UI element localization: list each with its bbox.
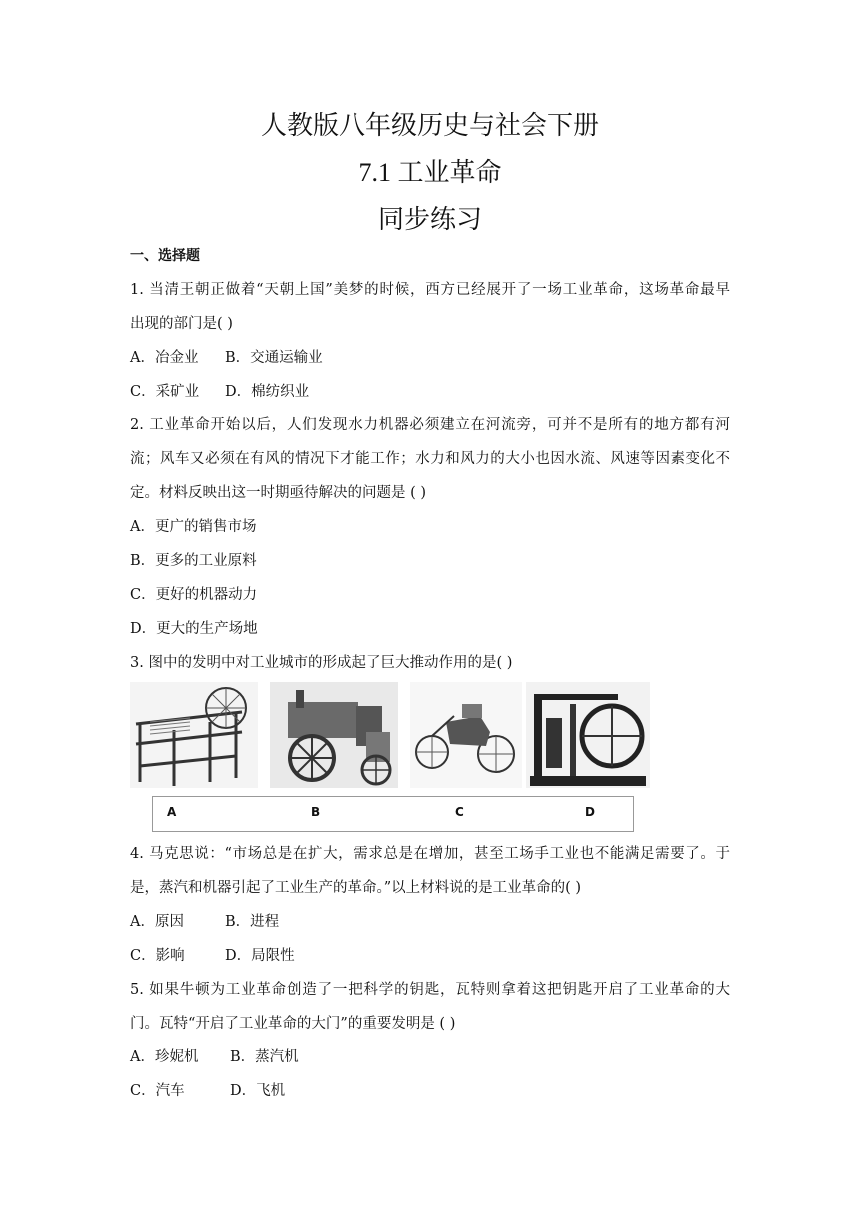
question-1-option-b: B．交通运输业 xyxy=(225,350,323,366)
question-5-option-d: D．飞机 xyxy=(230,1083,286,1099)
question-3-line-1: 3. 图中的发明中对工业城市的形成起了巨大推动作用的是( ) xyxy=(130,655,513,671)
figure-label-a: A xyxy=(167,805,177,819)
question-4-option-d: D．局限性 xyxy=(225,948,295,964)
question-1-line-2: 出现的部门是( ) xyxy=(130,316,233,332)
question-2-line-1: 2. 工业革命开始以后，人们发现水力机器必须建立在河流旁，可并不是所有的地方都有河 xyxy=(130,417,730,433)
question-2-option-d: D．更大的生产场地 xyxy=(130,621,258,637)
steam-engine-image xyxy=(526,682,650,788)
question-3-figure xyxy=(130,682,650,832)
question-4-option-a: A．原因 xyxy=(130,914,184,930)
steam-locomotive-image xyxy=(270,682,398,788)
figure-label-b: B xyxy=(311,805,321,819)
figure-label-bar xyxy=(152,796,634,832)
question-2-option-c: C．更好的机器动力 xyxy=(130,587,258,603)
question-5-option-b: B．蒸汽机 xyxy=(230,1049,299,1065)
question-4-option-b: B．进程 xyxy=(225,914,280,930)
question-5-line-2: 门。瓦特“开启了工业革命的大门”的重要发明是 ( ) xyxy=(130,1016,456,1032)
question-1-option-d: D．棉纺织业 xyxy=(225,384,310,400)
question-2-option-a: A．更广的销售市场 xyxy=(130,519,257,535)
question-5-option-c: C．汽车 xyxy=(130,1083,185,1099)
question-1-option-a: A．冶金业 xyxy=(130,350,199,366)
question-2-option-b: B．更多的工业原料 xyxy=(130,553,257,569)
question-1-line-1: 1. 当清王朝正做着“天朝上国”美梦的时候，西方已经展开了一场工业革命，这场革命最早 xyxy=(130,282,730,298)
question-4-line-1: 4. 马克思说：“市场总是在扩大，需求总是在增加，甚至工场手工业也不能满足需要了。于 xyxy=(130,846,730,862)
question-2-line-3: 定。材料反映出这一时期亟待解决的问题是 ( ) xyxy=(130,485,427,501)
question-4-option-c: C．影响 xyxy=(130,948,185,964)
lesson-title: 7.1 工业革命 xyxy=(358,158,502,187)
question-5-line-1: 5. 如果牛顿为工业革命创造了一把科学的钥匙，瓦特则拿着这把钥匙开启了工业革命的大 xyxy=(130,982,730,998)
spinning-jenny-image xyxy=(130,682,258,788)
early-automobile-image xyxy=(410,682,522,788)
question-1-option-c: C．采矿业 xyxy=(130,384,200,400)
question-2-line-2: 流；风车又必须在有风的情况下才能工作；水力和风力的大小也因水流、风速等因素变化不 xyxy=(130,451,730,467)
question-5-option-a: A．珍妮机 xyxy=(130,1049,199,1065)
worksheet-subtitle: 同步练习 xyxy=(377,205,482,235)
section-heading: 一、选择题 xyxy=(130,248,200,264)
figure-label-d: D xyxy=(585,805,595,819)
document-title: 人教版八年级历史与社会下册 xyxy=(260,111,599,141)
question-4-line-2: 是，蒸汽和机器引起了工业生产的革命。”以上材料说的是工业革命的( ) xyxy=(130,880,582,896)
figure-label-c: C xyxy=(455,805,464,819)
